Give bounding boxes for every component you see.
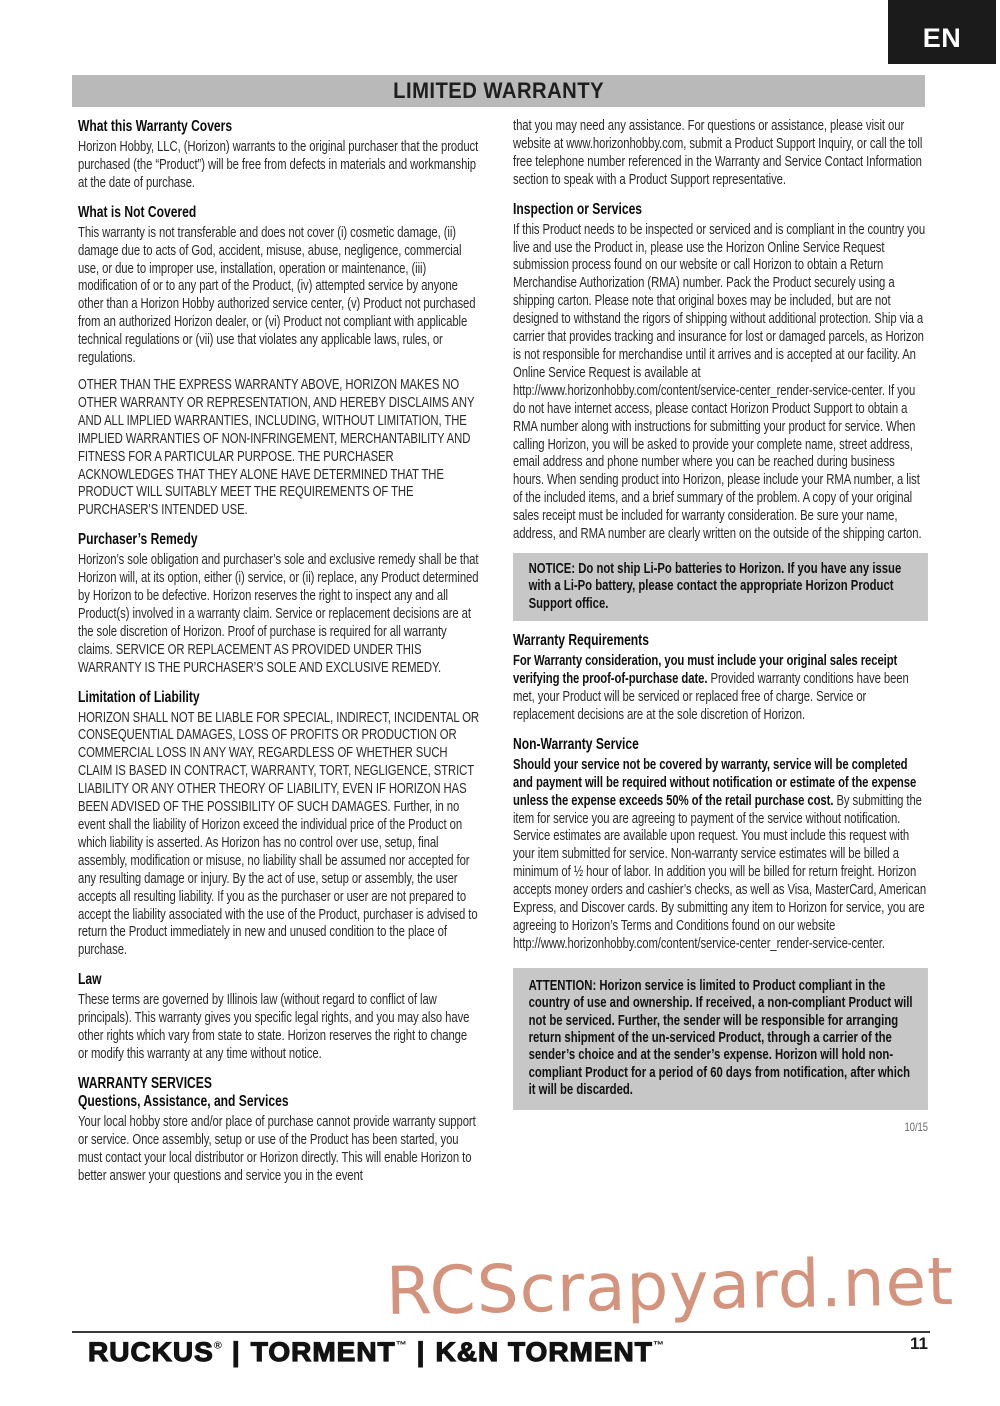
attention-box: ATTENTION: Horizon service is limited to Product compliant in the country of use and ownership. If received, a non-compliant Product will not be serviced. Further, the sender will be responsible for arranging return shipment of the un-serviced Product, through a carrier of the sender’s choice and at the sender’s expense. Horizon will hold non-compliant Product for a period of 60 days from notification, after which it will be discarded. bbox=[513, 968, 928, 1110]
paragraph-not-covered: This warranty is not transferable and does not cover (i) cosmetic damage, (ii) damage due to acts of God, accident, misuse, abuse, negligence, commercial use, or due to improper use, installation, operation or maintenance, (iii) modification of or to any part of the Product, (iv) attempted service by anyone other than a Horizon Hobby authorized service center, (v) Product not purchased from an authorized Horizon dealer, or (vi) Product not compliant with applicable technical regulations or (vii) use that violates any applicable laws, rules, or regulations. bbox=[78, 224, 476, 367]
language-tab: EN bbox=[888, 0, 996, 64]
section-heading-not-covered: What is Not Covered bbox=[78, 203, 197, 221]
warranty-requirements-lead: For Warranty consideration, you must include your original sales receipt verifying the proof-of-purchase date. bbox=[513, 653, 898, 688]
footer-divider bbox=[72, 1331, 930, 1333]
right-column bbox=[513, 118, 928, 1195]
left-column bbox=[78, 118, 480, 1195]
paragraph-continuation: that you may need any assistance. For questions or assistance, please visit our website at www.horizonhobby.com, submit a Product Support Inquiry, or call the toll free telephone number referenced in the Warranty and Service Contact Information section to speak with a Product Support representative. bbox=[513, 118, 923, 188]
brand-ruckus: RUCKUS bbox=[88, 1337, 214, 1367]
brand-kn-torment: K&N TORMENT bbox=[435, 1337, 653, 1367]
paragraph-warranty-requirements bbox=[513, 653, 928, 725]
paragraph-questions-assistance: Your local hobby store and/or place of purchase cannot provide warranty support or service. Once assembly, setup or use of the Product has been started, you must contact your local distributor or Horizon directly. This will enable Horizon to better answer your questions and service you in the event bbox=[78, 1113, 476, 1184]
section-heading-law: Law bbox=[78, 971, 102, 989]
section-heading-non-warranty-service: Non-Warranty Service bbox=[513, 735, 639, 753]
section-subheading-questions-assistance: Questions, Assistance, and Services bbox=[78, 1092, 289, 1110]
revision-date: 10/15 bbox=[904, 1119, 928, 1134]
section-heading-inspection-services: Inspection or Services bbox=[513, 200, 643, 218]
watermark-rcscrapyard: RCScrapyard.net bbox=[385, 1243, 955, 1330]
brand-separator: | bbox=[231, 1337, 241, 1367]
non-warranty-lead: Should your service not be covered by warranty, service will be completed and payment will be required without notification or estimate of the expense unless the expense exceeds 50% of the retail purchase cost. bbox=[513, 756, 917, 809]
registered-mark: ® bbox=[213, 1339, 222, 1352]
section-heading-warranty-covers: What this Warranty Covers bbox=[78, 118, 233, 135]
brand-separator: | bbox=[416, 1337, 426, 1367]
paragraph-law: These terms are governed by Illinois law (without regard to conflict of law principals). This warranty gives you specific legal rights, and you may also have other rights which vary from state to state. Horizon reserves the right to change or modify this warranty at any time without notice. bbox=[78, 992, 470, 1062]
page-number: 11 bbox=[910, 1334, 928, 1353]
section-heading-purchasers-remedy: Purchaser’s Remedy bbox=[78, 531, 198, 549]
paragraph-warranty-covers: Horizon Hobby, LLC, (Horizon) warrants to the original purchaser that the product purchased (the “Product”) will be free from defects in materials and workmanship at the date of purchase. bbox=[78, 139, 479, 191]
page-title: LIMITED WARRANTY bbox=[393, 78, 604, 103]
paragraph-disclaimer-caps: OTHER THAN THE EXPRESS WARRANTY ABOVE, HORIZON MAKES NO OTHER WARRANTY OR REPRESENTATION, AND HEREBY DISCLAIMS ANY AND ALL IMPLIED WARRANTIES, INCLUDING, WITHOUT LIMITATION, THE IMPLIED WARRANTIES OF NON-INFRINGEMENT, MERCHANTABILITY AND FITNESS FOR A PARTICULAR PURPOSE. THE PURCHASER ACKNOWLEDGES THAT THEY ALONE HAVE DETERMINED THAT THE PRODUCT WILL SUITABLY MEET THE REQUIREMENTS OF THE PURCHASER’S INTENDED USE. bbox=[78, 376, 475, 519]
notice-box: NOTICE: Do not ship Li-Po batteries to Horizon. If you have any issue with a Li-Po battery, please contact the appropriate Horizon Product Support office. bbox=[513, 553, 928, 621]
page-title-bar bbox=[72, 75, 925, 107]
footer-brand-logos bbox=[88, 1337, 664, 1367]
trademark-mark: ™ bbox=[395, 1339, 407, 1352]
section-heading-warranty-requirements: Warranty Requirements bbox=[513, 632, 649, 650]
section-heading-warranty-services: WARRANTY SERVICES bbox=[78, 1074, 212, 1092]
content-columns bbox=[78, 118, 928, 1195]
paragraph-purchasers-remedy: Horizon’s sole obligation and purchaser’s sole and exclusive remedy shall be that Horizon will, at its option, either (i) service, or (ii) replace, any Product determined by Horizon to be defective. Horizon reserves the right to inspect any and all Product(s) involved in a warranty claim. Service or replacement decisions are at the sole discretion of Horizon. Proof of purchase is required for all warranty claims. SERVICE OR REPLACEMENT AS PROVIDED UNDER THIS WARRANTY IS THE PURCHASER’S SOLE AND EXCLUSIVE REMEDY. bbox=[78, 552, 479, 676]
brand-torment: TORMENT bbox=[250, 1337, 396, 1367]
non-warranty-rest: By submitting the item for service you are agreeing to payment of the service without notification. Service estimates are available upon request. You must include this request with your item submitted for service. Non-warranty service estimates will be billed a minimum of ½ hour of labor. In addition you will be billed for return freight. Horizon accepts money orders and cashier’s checks, as well as Visa, MasterCard, American Express, and Discover cards. By submitting any item to Horizon for service, you are agreeing to Horizon’s Terms and Conditions found on our website http://www.horizonhobby.com/content/service-center_render-service-center. bbox=[513, 792, 927, 952]
paragraph-non-warranty-service bbox=[513, 757, 928, 954]
trademark-mark: ™ bbox=[652, 1339, 664, 1352]
section-heading-limitation-of-liability: Limitation of Liability bbox=[78, 688, 200, 706]
paragraph-limitation-of-liability: HORIZON SHALL NOT BE LIABLE FOR SPECIAL, INDIRECT, INCIDENTAL OR CONSEQUENTIAL DAMAGES, LOSS OF PROFITS OR PRODUCTION OR COMMERCIAL LOSS IN ANY WAY, REGARDLESS OF WHETHER SUCH CLAIM IS BASED IN CONTRACT, WARRANTY, TORT, NEGLIGENCE, STRICT LIABILITY OR ANY OTHER THEORY OF LIABILITY, EVEN IF HORIZON HAS BEEN ADVISED OF THE POSSIBILITY OF SUCH DAMAGES. Further, in no event shall the liability of Horizon exceed the individual price of the Product on which liability is asserted. As Horizon has no control over use, setup, final assembly, modification or misuse, no liability shall be assumed nor accepted for any resulting damage or injury. By the act of use, setup or assembly, the user accepts all resulting liability. If you as the purchaser or user are not prepared to accept the liability associated with the use of the Product, purchaser is advised to return the Product immediately in new and unused condition to the place of purchase. bbox=[78, 709, 480, 959]
paragraph-inspection-services: If this Product needs to be inspected or serviced and is compliant in the country you live and use the Product in, please use the Horizon Online Service Request submission process found on our website or call Horizon to obtain a Return Merchandise Authorization (RMA) number. Pack the Product securely using a shipping carton. Please note that original boxes may be included, but are not designed to withstand the rigors of shipping without additional protection. Ship via a carrier that provides tracking and insurance for lost or damaged parcels, as Horizon is not responsible for merchandise until it arrives and is accepted at our facility. An Online Service Request is available at http://www.horizonhobby.com/content/service-center_render-service-center. If you do not have internet access, please contact Horizon Product Support to obtain a RMA number along with instructions for submitting your product for service. When calling Horizon, you will be asked to provide your complete name, street address, email address and phone number where you can be reached during business hours. When sending product into Horizon, please include your RMA number, a list of the included items, and a brief summary of the problem. A copy of your original sales receipt must be included for warranty consideration. Be sure your name, address, and RMA number are clearly written on the outside of the shipping carton. bbox=[513, 221, 926, 543]
warranty-requirements-rest: Provided warranty conditions have been met, your Product will be serviced or replaced free of charge. Service or replacement decisions are at the sole discretion of Horizon. bbox=[513, 671, 909, 723]
